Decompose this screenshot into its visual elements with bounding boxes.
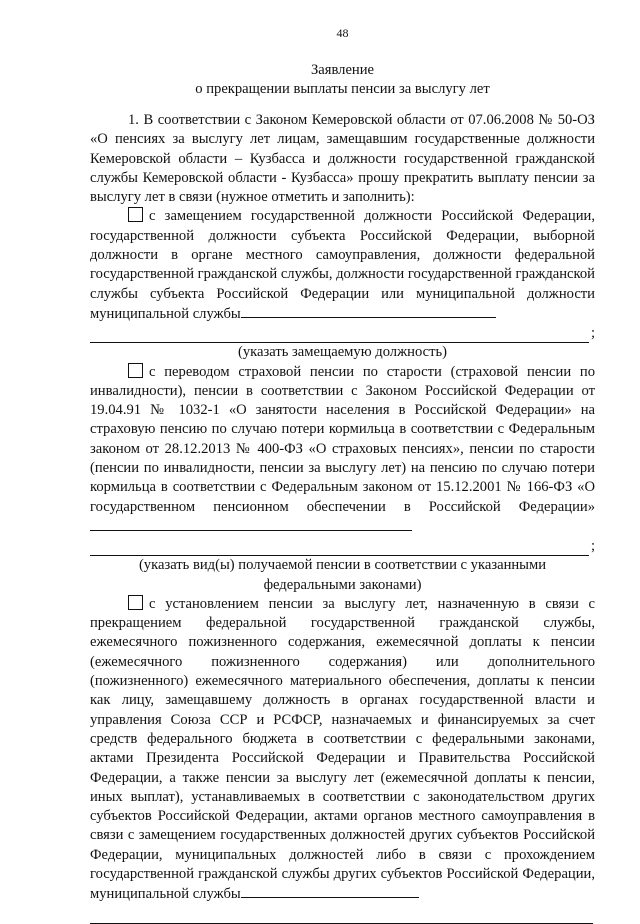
document-title (90, 61, 595, 99)
semicolon: ; (590, 537, 595, 554)
option-3-input-line-2[interactable] (90, 905, 595, 924)
semicolon: ; (590, 324, 595, 341)
option-1-text: с замещением государственной должности Российской Федерации, государственной должности субъекта Российской Федерации, выборной должности в органе местного самоуправления, должности федеральной государственной гражданской службы, должности государственной гражданской службы субъекта Российской Федерации или муниципальной должности муниципальной службы (90, 208, 595, 322)
option-1 (90, 207, 595, 324)
title-line-1: Заявление (310, 62, 375, 78)
intro-paragraph: 1. В соответствии с Законом Кемеровской области от 07.06.2008 № 50-ОЗ «О пенсиях за выслугу лет лицам, замещавшим государственные должности Кемеровской области – Кузбасса и должности государственной гражданской службы Кемеровской области - Кузбасса» прошу прекратить выплату пенсии за выслугу лет в связи (нужное отметить и заполнить): (90, 112, 595, 206)
title-line-2: о прекращении выплаты пенсии за выслугу лет (195, 81, 490, 97)
page-number: 48 (336, 26, 349, 40)
option-3-input-line[interactable] (241, 884, 419, 898)
option-3-text: с установлением пенсии за выслугу лет, назначенную в связи с прекращением федеральной государственной гражданской службы, ежемесячного пожизненного содержания, ежемесячной доплаты к пенсии (ежемесячного пожизненного содержания) или дополнительного (пожизненного) ежемесячного материального обеспечения, доплаты к пенсии как лицу, замещавшему должность в органах государственной власти и управления Союза ССР и РСФСР, назначаемых и финансируемых за счет средств федерального бюджета в соответствии с федеральными законами, актами Президента Российской Федерации и Правительства Российской Федерации, а также пенсии за выслугу лет (ежемесячной доплаты к пенсии, иных выплат), устанавливаемых в соответствии с законодательством других субъектов Российской Федерации, актами органов местного самоуправления в связи с замещением государственных должностей других субъектов Российской Федерации, муниципальных должностей либо в связи с прохождением государственной гражданской службы других субъектов Российской Федерации, муниципальной службы (90, 595, 595, 903)
option-2 (90, 363, 595, 538)
option-1-caption: (указать замещаемую должность) (237, 344, 447, 361)
option-2-caption-line-1: (указать вид(ы) получаемой пенсии в соответствии с указанными (138, 557, 547, 574)
option-2-input-line-2[interactable] (90, 537, 595, 556)
option-3 (90, 595, 595, 905)
document-page (90, 26, 595, 924)
option-1-input-line[interactable] (241, 304, 496, 318)
option-2-input-line[interactable] (90, 517, 412, 531)
option-2-caption-line-2: федеральными законами) (263, 576, 422, 593)
option-1-input-line-2[interactable] (90, 324, 595, 343)
option-1-checkbox[interactable] (128, 207, 143, 222)
option-2-caption (90, 556, 595, 595)
option-2-checkbox[interactable] (128, 363, 143, 378)
option-3-checkbox[interactable] (128, 595, 143, 610)
option-2-text: с переводом страховой пенсии по старости (страховой пенсии по инвалидности), пенсии в соответствии с Законом Российской Федерации от 19.04.91 № 1032-1 «О занятости населения в Российской Федерации» на страховую пенсию по случаю потери кормильца в соответствии с Федеральным законом от 28.12.2013 № 400-ФЗ «О страховых пенсиях», пенсии по старости (пенсии по инвалидности, пенсии за выслугу лет) на пенсию по случаю потери кормильца в соответствии с Федеральным законом от 15.12.2001 № 166-ФЗ «О государственном пенсионном обеспечении в Российской Федерации» (90, 363, 595, 515)
